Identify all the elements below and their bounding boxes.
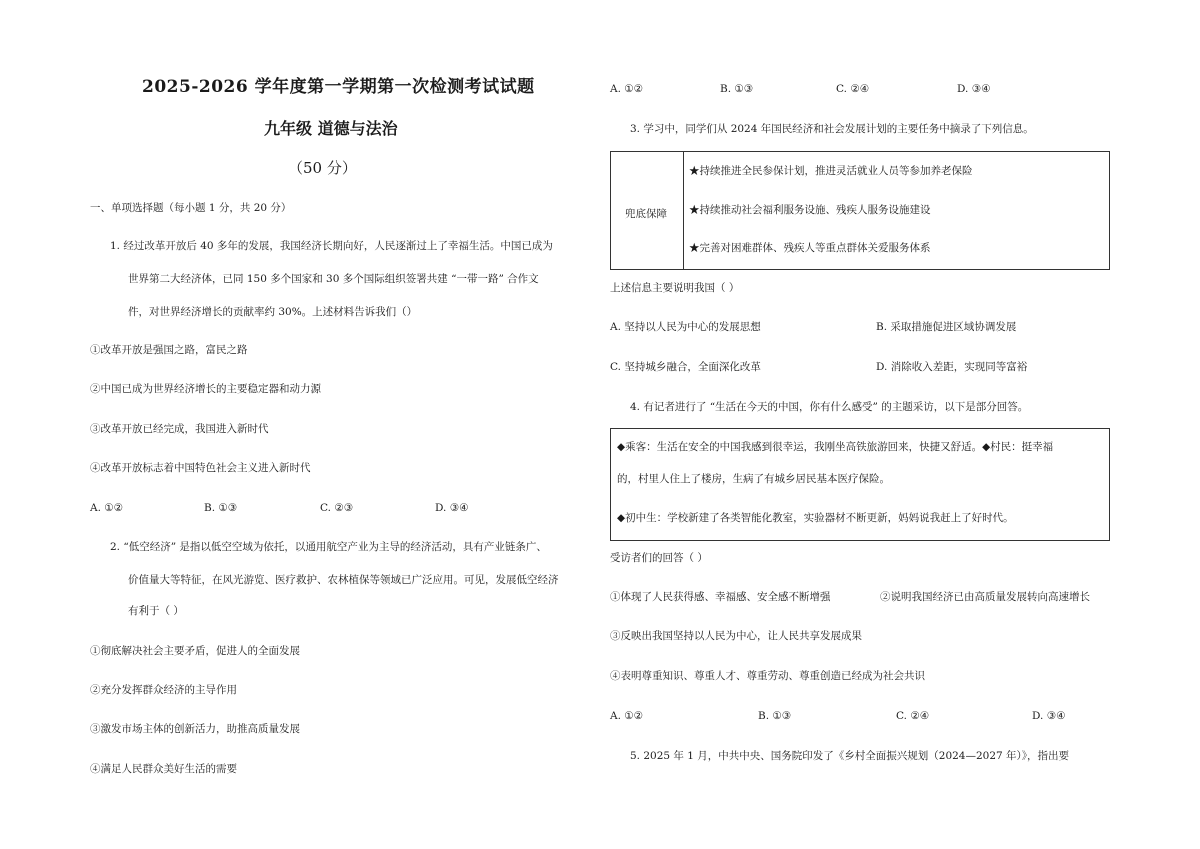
q2-statement-1: ①彻底解决社会主要矛盾，促进人的全面发展	[90, 645, 300, 657]
q3-stem: 3. 学习中，同学们从 2024 年国民经济和社会发展计划的主要任务中摘录了下列信息。	[630, 123, 1034, 135]
q1-option-b[interactable]: B. ①③	[204, 502, 238, 514]
q3-table-row-3: ★完善对困难群体、残疾人等重点群体关爱服务体系	[689, 242, 931, 254]
q2-option-c[interactable]: C. ②④	[836, 83, 870, 95]
q1-statement-4: ④改革开放标志着中国特色社会主义进入新时代	[90, 462, 311, 474]
q2-statement-3: ③激发市场主体的创新活力，助推高质量发展	[90, 723, 300, 735]
q1-statement-3: ③改革开放已经完成，我国进入新时代	[90, 423, 269, 435]
q1-stem-line2: 世界第二大经济体，已同 150 多个国家和 30 多个国际组织签署共建 “一带一路” 合作文	[128, 273, 539, 285]
q2-stem-line1: 2. “低空经济” 是指以低空空域为依托，以通用航空产业为主导的经济活动，具有产业链条广、	[110, 541, 547, 553]
q4-option-b[interactable]: B. ①③	[758, 710, 792, 722]
q3-info-table	[610, 151, 1110, 270]
q4-statement-4: ④表明尊重知识、尊重人才、尊重劳动、尊重创造已经成为社会共识	[610, 670, 925, 682]
q5-stem: 5. 2025 年 1 月，中共中央、国务院印发了《乡村全面振兴规划（2024—2027 年）》，指出要	[630, 750, 1070, 762]
q3-option-d[interactable]: D. 消除收入差距，实现同等富裕	[876, 361, 1028, 373]
q4-question: 受访者们的回答（ ）	[610, 552, 708, 564]
q4-box-line2: 的，村里人住上了楼房，生病了有城乡居民基本医疗保险。	[617, 473, 890, 485]
q2-option-b[interactable]: B. ①③	[720, 83, 754, 95]
q1-option-d[interactable]: D. ③④	[435, 502, 469, 514]
q4-box-line1: ◆乘客：生活在安全的中国我感到很幸运，我刚坐高铁旅游回来，快捷又舒适。◆村民：挺幸福	[617, 441, 1054, 453]
q2-stem-line3: 有利于（ ）	[128, 605, 184, 617]
exam-subtitle: 九年级 道德与法治	[264, 119, 398, 138]
q4-stem: 4. 有记者进行了 “生活在今天的中国，你有什么感受” 的主题采访，以下是部分回答。	[630, 401, 1029, 413]
q4-option-a[interactable]: A. ①②	[610, 710, 644, 722]
q2-stem-line2: 价值量大等特征，在风光游览、医疗救护、农林植保等领域已广泛应用。可见，发展低空经济	[128, 574, 559, 586]
q2-option-a[interactable]: A. ①②	[610, 83, 644, 95]
q1-stem-line3: 件，对世界经济增长的贡献率约 30%。上述材料告诉我们（）	[128, 306, 418, 318]
q4-statement-3: ③反映出我国坚持以人民为中心，让人民共享发展成果	[610, 630, 862, 642]
q1-option-c[interactable]: C. ②③	[320, 502, 354, 514]
q4-option-c[interactable]: C. ②④	[896, 710, 930, 722]
q3-option-a[interactable]: A. 坚持以人民为中心的发展思想	[610, 321, 761, 333]
q2-statement-4: ④满足人民群众美好生活的需要	[90, 763, 237, 775]
q1-statement-1: ①改革开放是强国之路，富民之路	[90, 344, 248, 356]
q1-stem-line1: 1. 经过改革开放后 40 多年的发展，我国经济长期向好，人民逐渐过上了幸福生活。中国已成为	[110, 240, 553, 252]
q4-option-d[interactable]: D. ③④	[1032, 710, 1066, 722]
q2-statement-2: ②充分发挥群众经济的主导作用	[90, 684, 237, 696]
q1-statement-2: ②中国已成为世界经济增长的主要稳定器和动力源	[90, 383, 321, 395]
exam-score: （50 分）	[288, 159, 357, 177]
q4-statement-2: ②说明我国经济已由高质量发展转向高速增长	[880, 591, 1090, 603]
exam-title: 2025-2026 学年度第一学期第一次检测考试试题	[142, 77, 535, 97]
q4-quote-box	[610, 428, 1110, 541]
q3-table-row-2: ★持续推动社会福利服务设施、残疾人服务设施建设	[689, 204, 931, 216]
q3-question: 上述信息主要说明我国（ ）	[610, 282, 740, 294]
q3-table-row-1: ★持续推进全民参保计划，推进灵活就业人员等参加养老保险	[689, 165, 973, 177]
section-heading: 一、单项选择题（每小题 1 分，共 20 分）	[90, 202, 292, 214]
q2-option-d[interactable]: D. ③④	[957, 83, 991, 95]
q4-box-line3: ◆初中生：学校新建了各类智能化教室，实验器材不断更新，妈妈说我赶上了好时代。	[617, 512, 1014, 524]
q3-option-c[interactable]: C. 坚持城乡融合，全面深化改革	[610, 361, 761, 373]
q4-statement-1: ①体现了人民获得感、幸福感、安全感不断增强	[610, 591, 831, 603]
q1-option-a[interactable]: A. ①②	[90, 502, 124, 514]
q3-table-label: 兜底保障	[625, 208, 667, 220]
q3-option-b[interactable]: B. 采取措施促进区域协调发展	[876, 321, 1017, 333]
table-divider	[683, 152, 684, 269]
